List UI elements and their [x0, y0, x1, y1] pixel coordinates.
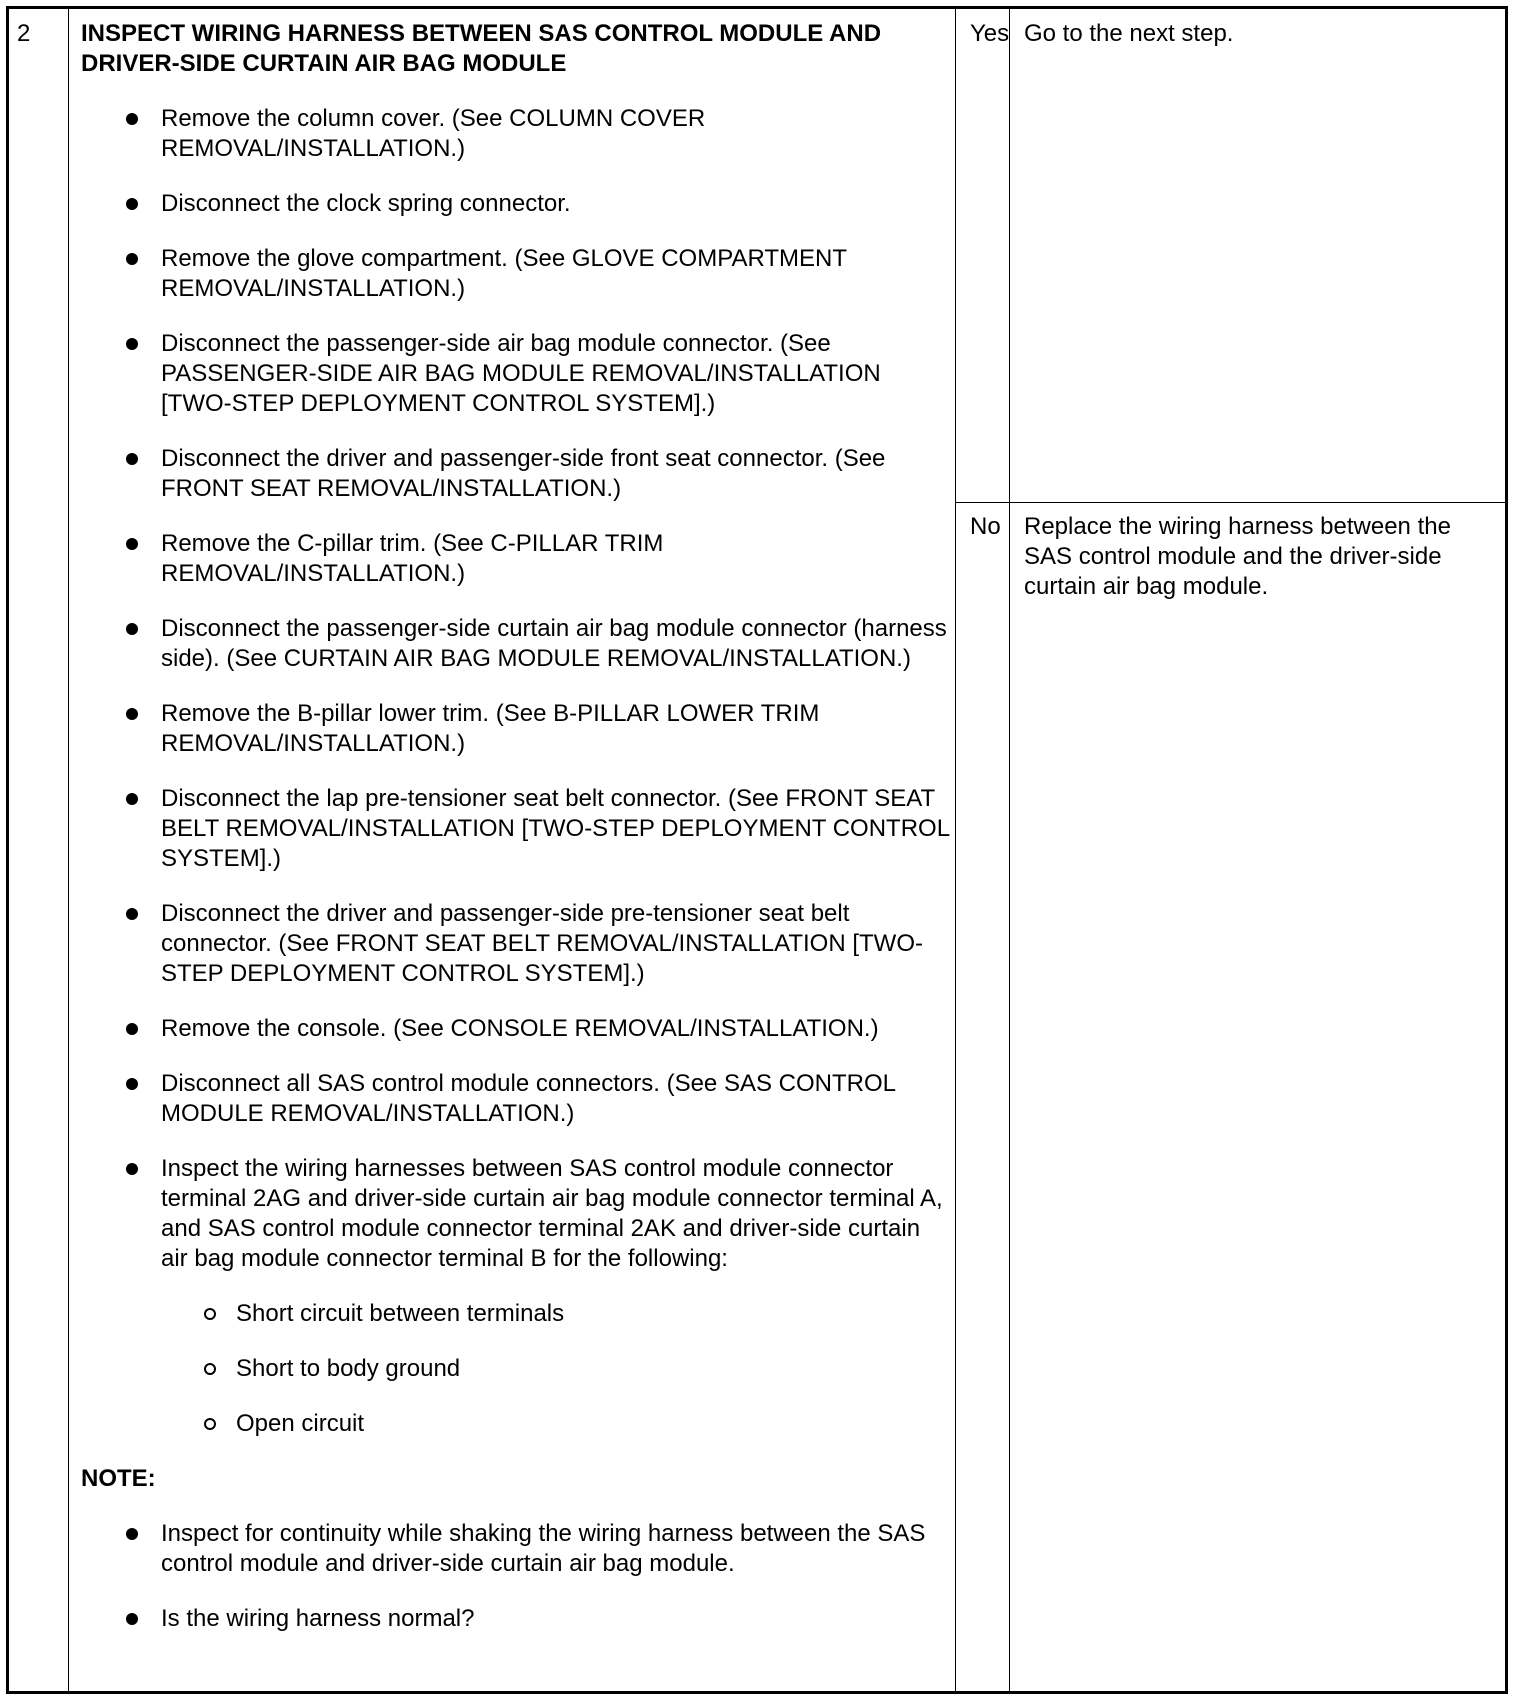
outcome-yes-action: Go to the next step. — [1024, 20, 1234, 47]
list-item — [81, 1354, 951, 1384]
list-item — [81, 104, 951, 164]
bullet-icon — [126, 1613, 138, 1625]
action-text: Disconnect the passenger-side curtain air bag module connector (harness side). (See CURTAIN AIR BAG MODULE REMOVAL/INSTALLATION.) — [161, 615, 947, 672]
hollow-bullet-icon — [204, 1363, 216, 1375]
list-item — [81, 444, 951, 504]
action-text: Disconnect the driver and passenger-side front seat connector. (See FRONT SEAT REMOVAL/INSTALLATION.) — [161, 445, 886, 502]
list-item — [81, 329, 951, 419]
check-text: Short to body ground — [236, 1355, 461, 1382]
step-number: 2 — [17, 20, 31, 47]
list-item — [81, 614, 951, 674]
list-item — [81, 699, 951, 759]
list-item — [81, 244, 951, 304]
hollow-bullet-icon — [204, 1308, 216, 1320]
list-item — [81, 1069, 951, 1129]
bullet-icon — [126, 538, 138, 550]
bullet-icon — [126, 623, 138, 635]
action-text: Remove the column cover. (See COLUMN COVER REMOVAL/INSTALLATION.) — [161, 105, 706, 162]
row-divider-outcomes — [955, 502, 1505, 503]
bullet-icon — [126, 253, 138, 265]
bullet-icon — [126, 338, 138, 350]
bullet-icon — [126, 453, 138, 465]
bullet-icon — [126, 1528, 138, 1540]
check-text: Short circuit between terminals — [236, 1300, 565, 1327]
bullet-icon — [126, 708, 138, 720]
bullet-icon — [126, 113, 138, 125]
bullet-icon — [126, 1023, 138, 1035]
note-text: Inspect for continuity while shaking the wiring harness between the SAS control module and driver-side curtain air bag module. — [161, 1520, 926, 1577]
action-text: Disconnect the driver and passenger-side pre-tensioner seat belt connector. (See FRONT SEAT BELT REMOVAL/INSTALLATION [TWO-STEP DEPLOYMENT CONTROL SYSTEM].) — [161, 900, 923, 987]
outcome-no-label: No — [970, 513, 1001, 540]
column-divider-main — [955, 9, 956, 1691]
list-item — [81, 1299, 951, 1329]
inspection-procedure — [81, 19, 951, 1659]
note-label: NOTE: — [81, 1465, 156, 1492]
action-list — [81, 104, 951, 1274]
action-text: Remove the B-pillar lower trim. (See B-PILLAR LOWER TRIM REMOVAL/INSTALLATION.) — [161, 700, 820, 757]
list-item — [81, 899, 951, 989]
bullet-icon — [126, 908, 138, 920]
action-text: Remove the console. (See CONSOLE REMOVAL/INSTALLATION.) — [161, 1015, 879, 1042]
hollow-bullet-icon — [204, 1418, 216, 1430]
list-item — [81, 1154, 951, 1274]
column-divider-outcome — [1009, 9, 1010, 1691]
bullet-icon — [126, 793, 138, 805]
action-text: Disconnect the clock spring connector. — [161, 190, 571, 217]
list-item — [81, 784, 951, 874]
step-title: INSPECT WIRING HARNESS BETWEEN SAS CONTROL MODULE AND DRIVER-SIDE CURTAIN AIR BAG MODULE — [81, 20, 882, 77]
list-item — [81, 1519, 951, 1579]
outcome-yes-label: Yes — [970, 20, 1010, 47]
note-list — [81, 1519, 951, 1634]
action-text: Disconnect the passenger-side air bag module connector. (See PASSENGER-SIDE AIR BAG MODULE REMOVAL/INSTALLATION [TWO-STEP DEPLOYMENT CONTROL SYSTEM].) — [161, 330, 881, 417]
action-text: Disconnect the lap pre-tensioner seat belt connector. (See FRONT SEAT BELT REMOVAL/INSTALLATION [TWO-STEP DEPLOYMENT CONTROL SYSTEM].) — [161, 785, 950, 872]
bullet-icon — [126, 1163, 138, 1175]
action-text: Remove the glove compartment. (See GLOVE COMPARTMENT REMOVAL/INSTALLATION.) — [161, 245, 847, 302]
note-text: Is the wiring harness normal? — [161, 1605, 475, 1632]
column-divider-step — [68, 9, 69, 1691]
action-text: Disconnect all SAS control module connectors. (See SAS CONTROL MODULE REMOVAL/INSTALLATION.) — [161, 1070, 896, 1127]
bullet-icon — [126, 198, 138, 210]
list-item — [81, 529, 951, 589]
list-item — [81, 1604, 951, 1634]
bullet-icon — [126, 1078, 138, 1090]
check-list — [81, 1299, 951, 1439]
list-item — [81, 1014, 951, 1044]
action-text: Remove the C-pillar trim. (See C-PILLAR TRIM REMOVAL/INSTALLATION.) — [161, 530, 664, 587]
diagnostic-step-table — [6, 6, 1508, 1694]
list-item — [81, 1409, 951, 1439]
outcome-no-action: Replace the wiring harness between the SAS control module and the driver-side curtain air bag module. — [1024, 513, 1451, 600]
action-text: Inspect the wiring harnesses between SAS control module connector terminal 2AG and driver-side curtain air bag module connector terminal A, and SAS control module connector terminal 2AK and driver-side curtain air bag module connector terminal B for the following: — [161, 1155, 943, 1272]
list-item — [81, 189, 951, 219]
check-text: Open circuit — [236, 1410, 365, 1437]
